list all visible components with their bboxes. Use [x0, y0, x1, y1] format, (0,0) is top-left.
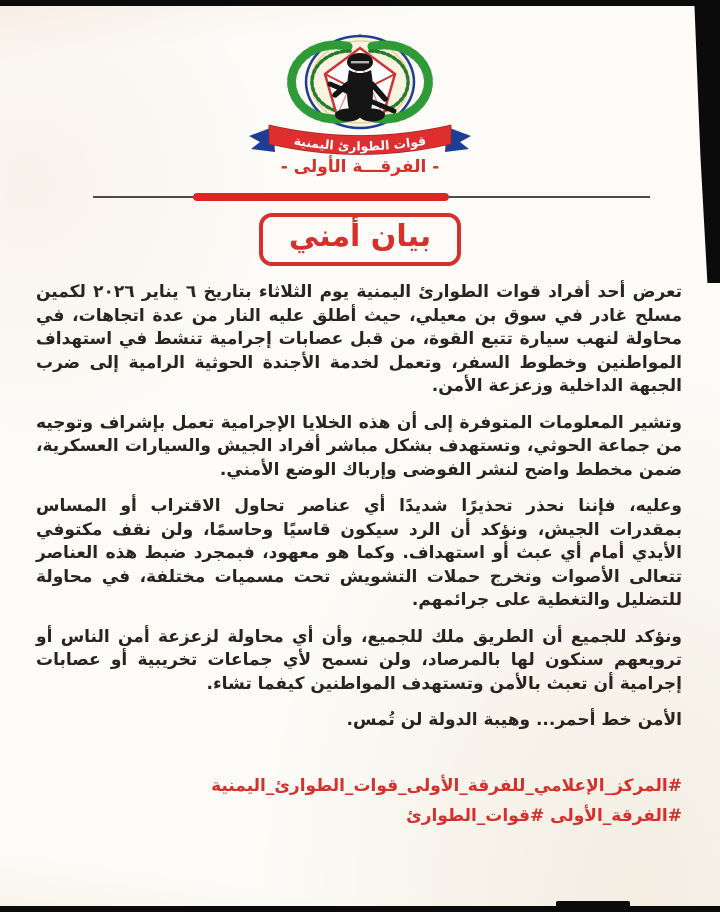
emblem-svg [242, 32, 478, 160]
paragraph-incident: تعرض أحد أفراد قوات الطوارئ اليمنية يوم الثلاثاء بتاريخ ٦ يناير ٢٠٢٦ لكمين مسلح غادر في سوق بن معيلي، حيث أطلق عليه النار من عدة اتجاهات، في محاولة لنهب سيارة تتبع القوة، من قبل عصابات إجرامية تنشط في استهداف المواطنين وخطوط السفر، وتعمل لخدمة الأجندة الحوثية الرامية إلى ضرب الجبهة الداخلية وزعزعة الأمن. [36, 282, 682, 396]
closing-statement: الأمن خط أحمر... وهيبة الدولة لن تُمس. [346, 710, 682, 730]
banner-text: قوات الطوارئ اليمنية [292, 132, 428, 154]
photo-edge-top [0, 0, 720, 6]
banner-ribbon [249, 125, 471, 155]
division-label: - الفرقـــة الأولى - [280, 157, 440, 177]
hashtag-media-center: #المركز_الإعلامي_للفرقة_الأولى_قوات_الطوارئ_اليمنية [211, 775, 682, 796]
separator-red-bar [193, 193, 449, 201]
hashtag-division: #الفرقة_الأولى #قوات_الطوارئ [406, 805, 682, 826]
statement-title: بيان أمني [259, 213, 461, 266]
forces-emblem-logo [242, 32, 478, 160]
hashtags-block [36, 771, 682, 831]
paragraph-warning: وعليه، فإننا نحذر تحذيرًا شديدًا أي عناصر تحاول الاقتراب أو المساس بمقدرات الجيش، ونؤكد أن الرد سيكون قاسيًا وحاسمًا، ولن نقف مكتوفي الأيدي أمام أي عبث أو استهداف. وكما هو معهود، فبمجرد ضبط هذه العناصر تتعالى الأصوات وتخرج حملات التشويش تحت مسميات مختلفة، في محاولة للتضليل والتغطية على جرائمهم. [36, 496, 682, 610]
paragraph-intel: وتشير المعلومات المتوفرة إلى أن هذه الخلايا الإجرامية تعمل بإشراف وتوجيه من جماعة الحوثي، وتستهدف بشكل مباشر أفراد الجيش والسيارات العسكرية، ضمن مخطط واضح لنشر الفوضى وإرباك الوضع الأمني. [36, 412, 682, 480]
photo-edge-bottom-bump [556, 901, 630, 912]
statement-body [36, 281, 682, 831]
paragraph-assurance: ونؤكد للجميع أن الطريق ملك للجميع، وأن أي محاولة لزعزعة أمن الناس أو ترويعهم سنكون لها بالمرصاد، ولن نسمح لأي جماعات تخريبية أو عصابات إجرامية أن تعبث بالأمن وتستهدف المواطنين كيفما تشاء. [36, 626, 682, 694]
